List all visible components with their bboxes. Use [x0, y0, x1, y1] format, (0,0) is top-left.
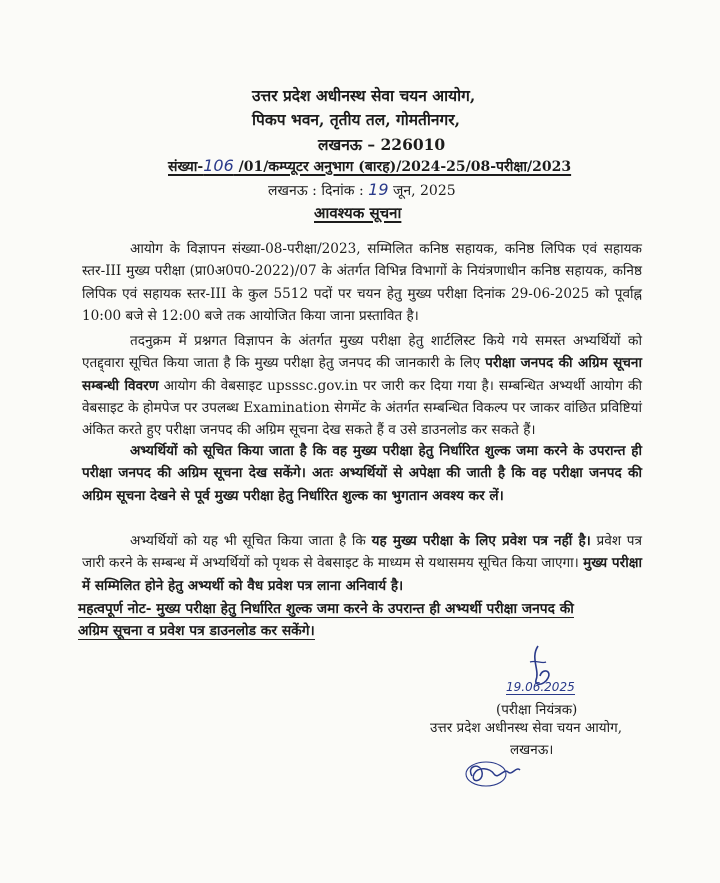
initials-signature-icon [460, 756, 530, 792]
paragraph-4-text-b: प्रवेश पत्र जारी करने के सम्बन्ध में अभ्यर्थियों को पृथक से वेबसाइट के माध्यम से यथासमय सूचित किया जाएगा। [82, 533, 643, 572]
date-suffix: जून, 2025 [388, 183, 456, 199]
paragraph-4 [82, 530, 642, 597]
reference-prefix: संख्या- [168, 159, 204, 175]
note-line-1: महत्वपूर्ण नोट- मुख्य परीक्षा हेतु निर्धारित शुल्क जमा करने के उपरान्त ही अभ्यर्थी परीक्षा जनपद की [78, 601, 574, 617]
signature-date: 19.06.2025 [506, 680, 575, 694]
paragraph-2-text-a: तदनुक्रम में प्रश्नगत विज्ञापन के अंतर्गत मुख्य परीक्षा हेतु शार्टलिस्ट किये गये समस्त अभ्यर्थियों को एतद्द्वारा सूचित किया जाता है कि मुख्य परीक्षा हेतु जनपद की जानकारी के लिए [82, 333, 642, 372]
header-city-line: लखनऊ – 226010 [318, 135, 446, 154]
reference-suffix: /01/कम्प्यूटर अनुभाग (बारह)/2024-25/08-परीक्षा/2023 [233, 159, 572, 175]
date-prefix: लखनऊ : दिनांक : [268, 183, 369, 199]
important-note [78, 598, 646, 642]
paragraph-1: आयोग के विज्ञापन संख्या-08-परीक्षा/2023, सम्मिलित कनिष्ठ सहायक, कनिष्ठ लिपिक एवं सहायक स्तर-III मुख्य परीक्षा (प्रा0अ0प0-2022)/07 के अंतर्गत विभिन्न विभागों के नियंत्रणाधीन कनिष्ठ सहायक, कनिष्ठ लिपिक एवं सहायक स्तर-III के कुल 5512 पदों पर चयन हेतु मुख्य परीक्षा दिनांक 29-06-2025 को पूर्वाह्न 10:00 बजे से 12:00 बजे तक आयोजित किया जाना प्रस्तावित है। [82, 241, 642, 324]
paragraph-4-bold-2: मुख्य परीक्षा में सम्मिलित होने हेतु अभ्यर्थी को वैध प्रवेश पत्र लाना अनिवार्य है। [82, 555, 642, 594]
header-address-line: पिकप भवन, तृतीय तल, गोमतीनगर, [252, 110, 460, 129]
paragraph-3: अभ्यर्थियों को सूचित किया जाता है कि वह मुख्य परीक्षा हेतु निर्धारित शुल्क जमा करने के उपरान्त ही परीक्षा जनपद की अग्रिम सूचना देख सकेंगे। अतः अभ्यर्थियों से अपेक्षा की जाती है कि वह परीक्षा जनपद की अग्रिम सूचना देखने से पूर्व मुख्य परीक्षा हेतु निर्धारित शुल्क का भुगतान अवश्य कर लें। [82, 443, 642, 504]
paragraph-4-bold: यह मुख्य परीक्षा के लिए प्रवेश पत्र नहीं है। [371, 533, 591, 549]
header-org-line: उत्तर प्रदेश अधीनस्थ सेवा चयन आयोग, [252, 86, 476, 105]
reference-number [168, 156, 571, 176]
paragraph-2 [82, 330, 642, 441]
date-line [268, 180, 456, 200]
signature-city: लखनऊ। [510, 742, 554, 758]
note-line-2: अग्रिम सूचना व प्रवेश पत्र डाउनलोड कर सकेंगे। [78, 623, 315, 639]
signature-designation: (परीक्षा नियंत्रक) [496, 702, 578, 718]
paragraph-4-text-a: अभ्यर्थियों को यह भी सूचित किया जाता है कि [130, 533, 372, 549]
paragraph-2-text-b: आयोग की वेबसाइट upsssc.gov.in पर जारी कर दिया गया है। सम्बन्धित अभ्यर्थी आयोग की वेबसाइट के होमपेज पर उपलब्ध Examination सेगमेंट के अंतर्गत सम्बन्धित विकल्प पर जाकर वांछित प्रविष्टियां अंकित करते हुए परीक्षा जनपद की अग्रिम सूचना देख सकते हैं व उसे डाउनलोड कर सकते हैं। [82, 377, 642, 439]
date-handwritten-day: 19 [368, 180, 389, 199]
paragraph-2-bold: परीक्षा जनपद की अग्रिम सूचना सम्बन्धी विवरण [82, 355, 642, 394]
subject-heading: आवश्यक सूचना [314, 204, 402, 222]
reference-handwritten-number: 106 [203, 156, 234, 175]
signature-org: उत्तर प्रदेश अधीनस्थ सेवा चयन आयोग, [430, 720, 622, 736]
